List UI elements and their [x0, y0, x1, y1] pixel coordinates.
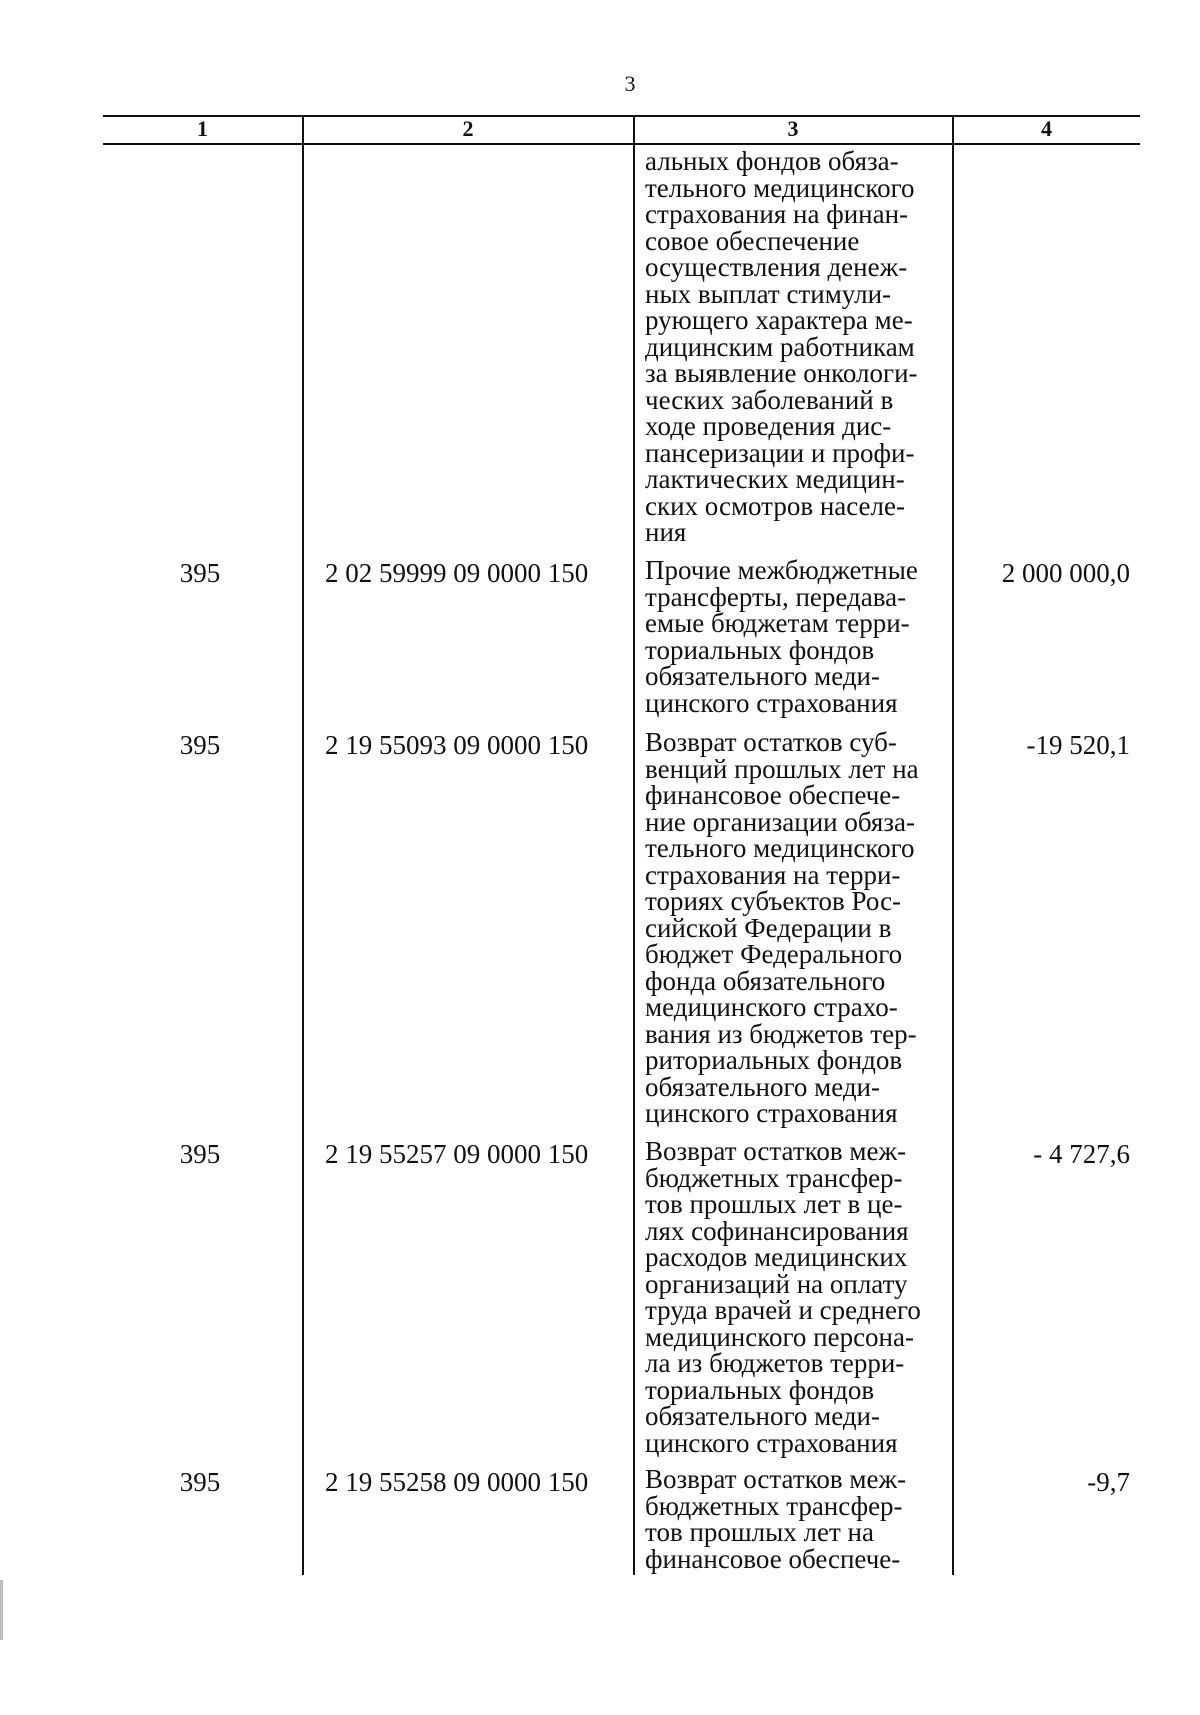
column-divider-2: [302, 143, 304, 1575]
column-header-1: 1: [197, 116, 208, 141]
description-cell: Возврат остатков суб- венций прошлых лет на финансовое обеспече- ние организации обяза- тельного медицинского страхования на терри- ториях субъектов Рос- сийской Федерации в бюджет Федерального фонда обязательного медицинского страхо- вания из бюджетов тер- риториальных фондов обязательного меди- цинского страхования: [645, 727, 919, 1128]
admin-code-cell: 395: [179, 1139, 221, 1169]
admin-code-cell: 395: [179, 730, 221, 760]
column-header-2: 2: [462, 116, 474, 141]
amount-cell: -19 520,1: [1026, 730, 1130, 760]
admin-code-cell: 395: [179, 558, 221, 588]
column-header-3: 3: [787, 116, 799, 141]
amount-cell: - 4 727,6: [1033, 1139, 1130, 1169]
page-number: 3: [624, 71, 636, 96]
amount-cell: 2 000 000,0: [1001, 558, 1130, 588]
kbk-code-cell: 2 19 55258 09 0000 150: [325, 1467, 589, 1497]
description-cell: Возврат остатков меж- бюджетных трансфер- тов прошлых лет в це- лях софинансирования расходов медицинских организаций на оплату труда врачей и среднего медицинского персона- ла из бюджетов терри- ториальных фондов обязательного меди- цинского страхования: [645, 1136, 921, 1458]
kbk-code-cell: 2 02 59999 09 0000 150: [325, 558, 589, 588]
amount-cell: -9,7: [1087, 1467, 1130, 1497]
kbk-code-cell: 2 19 55093 09 0000 150: [325, 730, 589, 760]
column-divider-4: [952, 115, 954, 1575]
continued-description: альных фондов обяза- тельного медицинского страхования на финан- совое обеспечение осуществления денеж- ных выплат стимули- рующего характера ме- дицинским работникам за выявление онкологи- ческих заболеваний в ходе проведения дис- пансеризации и профи- лактических медицин- ских осмотров населе- ния: [645, 146, 918, 547]
description-cell: Возврат остатков меж- бюджетных трансфер- тов прошлых лет на финансовое обеспече-: [645, 1464, 907, 1574]
column-header-4: 4: [1041, 116, 1052, 141]
column-divider-3: [633, 115, 635, 1575]
description-cell: Прочие межбюджетные трансферты, передава- емые бюджетам терри- ториальных фондов обязательного меди- цинского страхования: [645, 555, 918, 718]
scan-edge-mark: [0, 1580, 3, 1640]
kbk-code-cell: 2 19 55257 09 0000 150: [325, 1139, 589, 1169]
header-bottom-rule: [103, 143, 1140, 145]
admin-code-cell: 395: [179, 1467, 221, 1497]
